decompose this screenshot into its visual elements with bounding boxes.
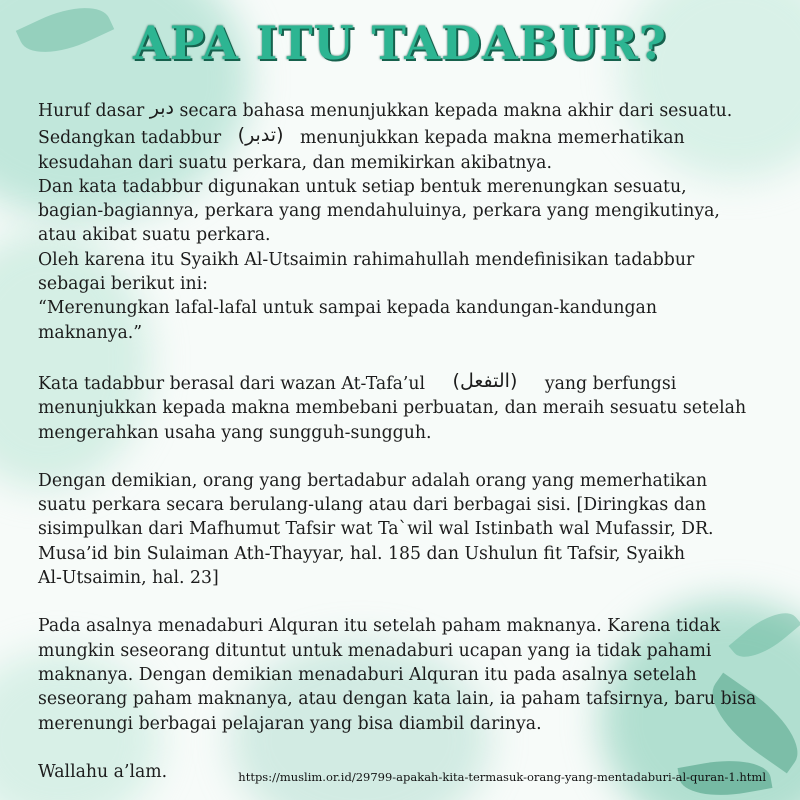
page-title: APA ITU TADABUR? [133,16,667,70]
paragraph-conclusion: Dengan demikian, orang yang bertadabur adalah orang yang memerhatikan suatu perkara secara berulang-ulang atau dari berbagai sisi. [Diringkas dan sisimpulkan dari Mafhumut Tafsir wat Ta`wil wal Istinbath wal Mufassir, DR. Musa’id bin Sulaiman Ath-Thayyar, hal. 185 dan Ushulun fit Tafsir, Syaikh Al-Utsaimin, hal. 23] [38,470,714,589]
arabic-root-word: دبر [149,97,175,119]
paragraph-principle: Pada asalnya menadaburi Alquran itu setelah paham maknanya. Karena tidak mungkin seseorang dituntut untuk menadaburi ucapan yang ia tidak pahami maknanya. Dengan demikian menadaburi Alquran itu pada asalnya setelah seseorang paham maknanya, atau dengan kata lain, ia paham tafsirnya, baru bisa merenungi berbagai pelajaran yang bisa diambil darinya. [38,616,757,734]
arabic-tadabbur: (تدبر) [237,124,284,147]
source-link[interactable]: https://muslim.or.id/29799-apakah-kita-termasuk-orang-yang-mentadaburi-al-quran-1.html [238,770,766,784]
paragraph-definition: Huruf dasar دبر secara bahasa menunjukkan kepada makna akhir dari sesuatu. Sedangkan tadabbur (تدبر) menunjukkan kepada makna memerhatikan kesudahan dari suatu perkara, dan memikirkan akibatnya. [38,97,733,173]
arabic-wazan: (التفعل) [452,369,518,392]
paragraph-wazan: Kata tadabbur berasal dari wazan At-Tafa’ul (التفعل) yang berfungsi menunjukkan kepada makna membebani perbuatan, dan meraih sesuatu setelah mengerahkan usaha yang sungguh-sungguh. [38,369,747,443]
paragraph-quote: Oleh karena itu Syaikh Al-Utsaimin rahimahullah mendefinisikan tadabbur sebagai berikut ini: “Merenungkan lafal-lafal untuk sampai kepada kandungan-kandungan maknanya.” [38,249,695,343]
paragraph-usage: Dan kata tadabbur digunakan untuk setiap bentuk merenungkan sesuatu, bagian-bagiannya, perkara yang mendahuluinya, perkara yang mengikutinya, atau akibat suatu perkara. [38,176,720,246]
closing-text: Wallahu a’lam. [38,761,168,782]
article-body [38,96,778,784]
